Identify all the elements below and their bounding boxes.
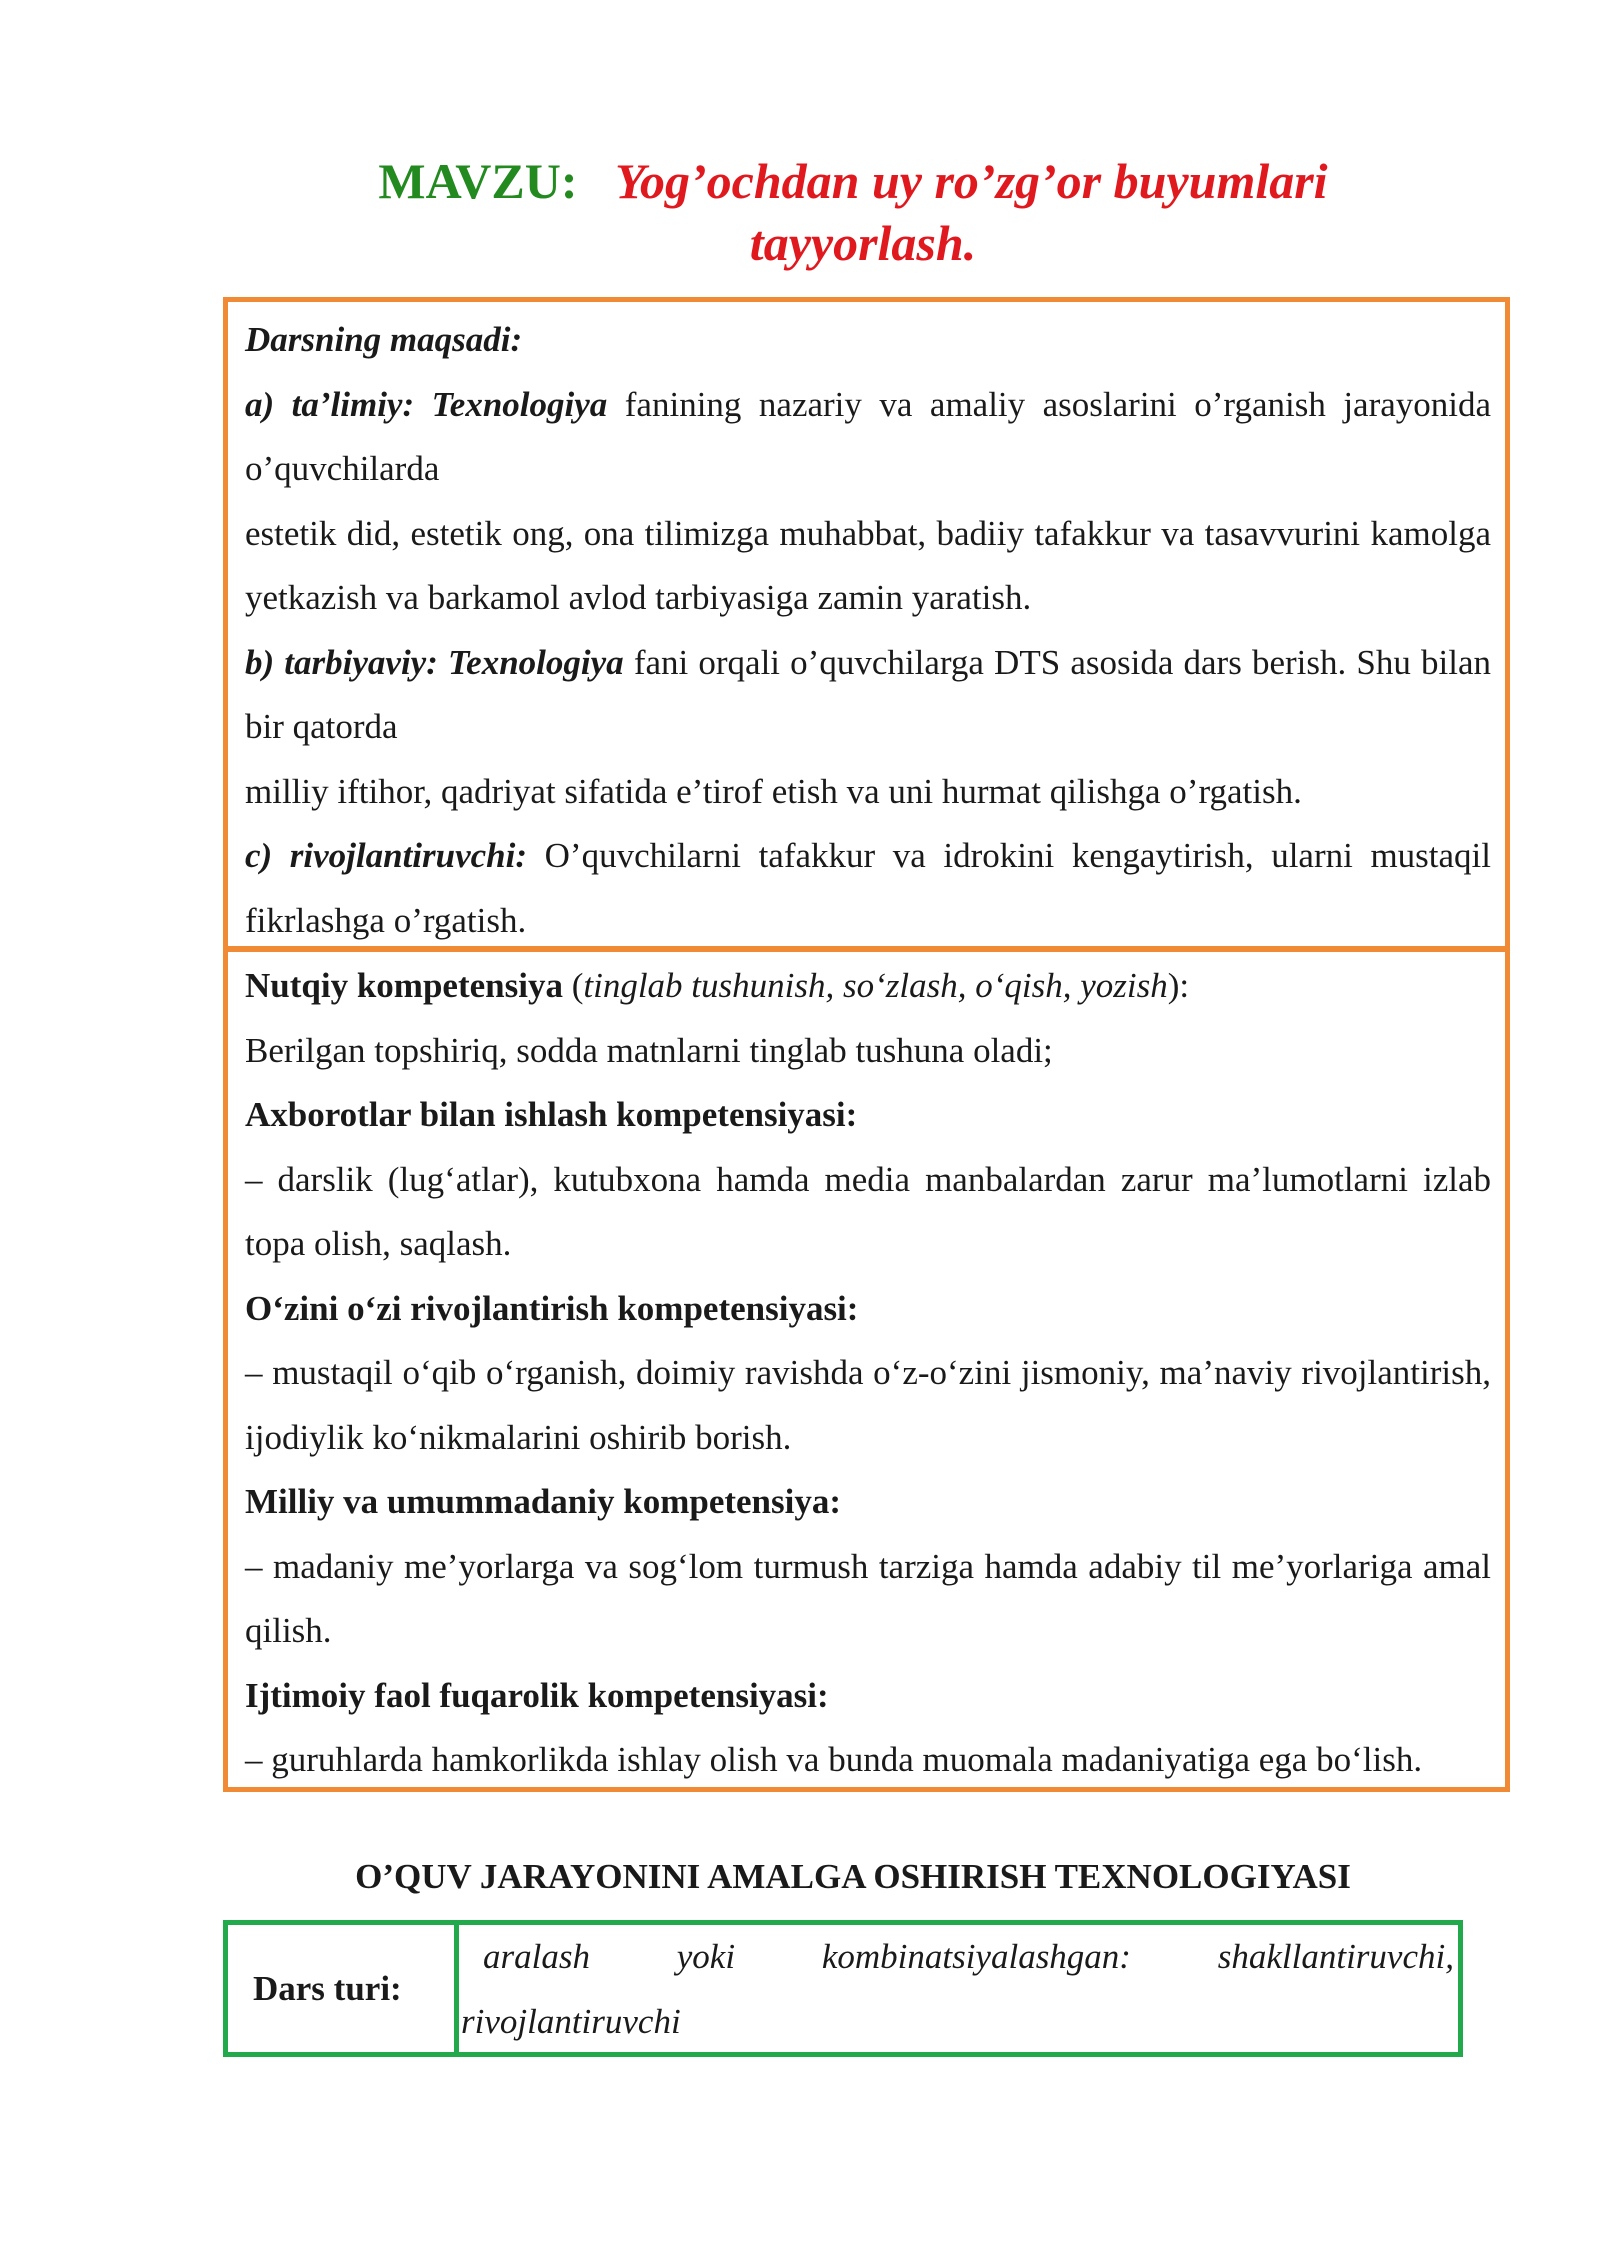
culture-text: – madaniy me’yorlarga va sog‘lom turmush tarziga hamda adabiy til me’yorlariga amal qilish.	[245, 1546, 1491, 1650]
speech-close: ):	[1167, 966, 1190, 1005]
competencies-box	[223, 947, 1510, 1792]
self-text: – mustaqil o‘qib o‘rganish, doimiy ravishda o‘z-o‘zini jismoniy, ma’naviy rivojlantirish, ijodiylik ko‘nikmalarini oshirib borish.	[245, 1353, 1491, 1457]
culture-heading: Milliy va umummadaniy kompetensiya:	[245, 1482, 842, 1521]
goal-a-text1: fanining nazariy va amaliy asoslarini o’rganish jarayonida o’quvchilarda	[245, 384, 1492, 488]
goal-b-text2: milliy iftihor, qadriyat sifatida e’tirof etish va uni hurmat qilishga o’rgatish.	[245, 771, 1302, 811]
title-line-2	[223, 212, 1483, 274]
goal-a-text2: estetik did, estetik ong, ona tilimizga muhabbat, badiiy tafakkur va tasavvurini kamolga yetkazish va barkamol avlod tarbiyasiga zamin yaratish.	[245, 513, 1491, 617]
title-text-line1: Yog’ochdan uy ro’zg’or buyumlari	[615, 153, 1328, 209]
page-title	[223, 150, 1483, 274]
lesson-type-value	[459, 1925, 1458, 2052]
speech-competency	[245, 954, 1491, 1019]
goal-c-text: O’quvchilarni tafakkur va idrokini kengaytirish, ularni mustaqil fikrlashga o’rgatish.	[245, 836, 1491, 940]
speech-open: (	[571, 966, 584, 1005]
lesson-type-line2: rivojlantiruvchi	[461, 2001, 681, 2041]
goal-a-label: a) ta’limiy:	[245, 384, 415, 424]
title-line-1	[223, 150, 1483, 212]
goal-b	[245, 631, 1491, 760]
self-heading: O‘zini o‘zi rivojlantirish kompetensiyasi:	[245, 1288, 859, 1328]
goal-b-label: b) tarbiyaviy:	[245, 642, 438, 682]
lesson-type-label: Dars turi:	[228, 1925, 459, 2052]
goal-c-label: c) rivojlantiruvchi:	[245, 836, 528, 875]
goal-b-text1: fani orqali o’quvchilarga DTS asosida dars berish. Shu bilan bir qatorda	[245, 642, 1492, 746]
goals-box	[223, 297, 1510, 951]
speech-heading: Nutqiy kompetensiya	[245, 966, 563, 1005]
goal-b-subject: Texnologiya	[448, 642, 624, 682]
lesson-type-line1	[461, 1925, 1454, 1990]
civic-heading: Ijtimoiy faol fuqarolik kompetensiyasi:	[245, 1675, 829, 1715]
goal-c	[245, 824, 1491, 953]
goals-heading: Darsning maqsadi:	[245, 320, 523, 359]
technology-heading: O’QUV JARAYONINI AMALGA OSHIRISH TEXNOLOGIYASI	[355, 1857, 1351, 1896]
lesson-type-word: shakllantiruvchi,	[1217, 1937, 1454, 1976]
title-text-line2: tayyorlash.	[749, 215, 977, 271]
info-heading: Axborotlar bilan ishlash kompetensiyasi:	[245, 1095, 858, 1134]
info-text: – darslik (lug‘atlar), kutubxona hamda media manbalardan zarur ma’lumotlarni izlab topa olish, saqlash.	[245, 1159, 1491, 1263]
title-label: MAVZU:	[378, 153, 578, 209]
lesson-type-word: kombinatsiyalashgan:	[821, 1937, 1131, 1976]
civic-text: – guruhlarda hamkorlikda ishlay olish va bunda muomala madaniyatiga ega bo‘lish.	[245, 1740, 1423, 1779]
speech-detail: tinglab tushunish, so‘zlash, o‘qish, yozish	[583, 966, 1168, 1005]
goal-a	[245, 373, 1491, 502]
lesson-type-word: aralash	[483, 1937, 590, 1976]
goal-a-subject: Texnologiya	[431, 384, 608, 424]
lesson-type-word: yoki	[676, 1937, 736, 1976]
lesson-type-table	[223, 1920, 1463, 2057]
speech-text: Berilgan topshiriq, sodda matnlarni tinglab tushuna oladi;	[245, 1030, 1053, 1070]
